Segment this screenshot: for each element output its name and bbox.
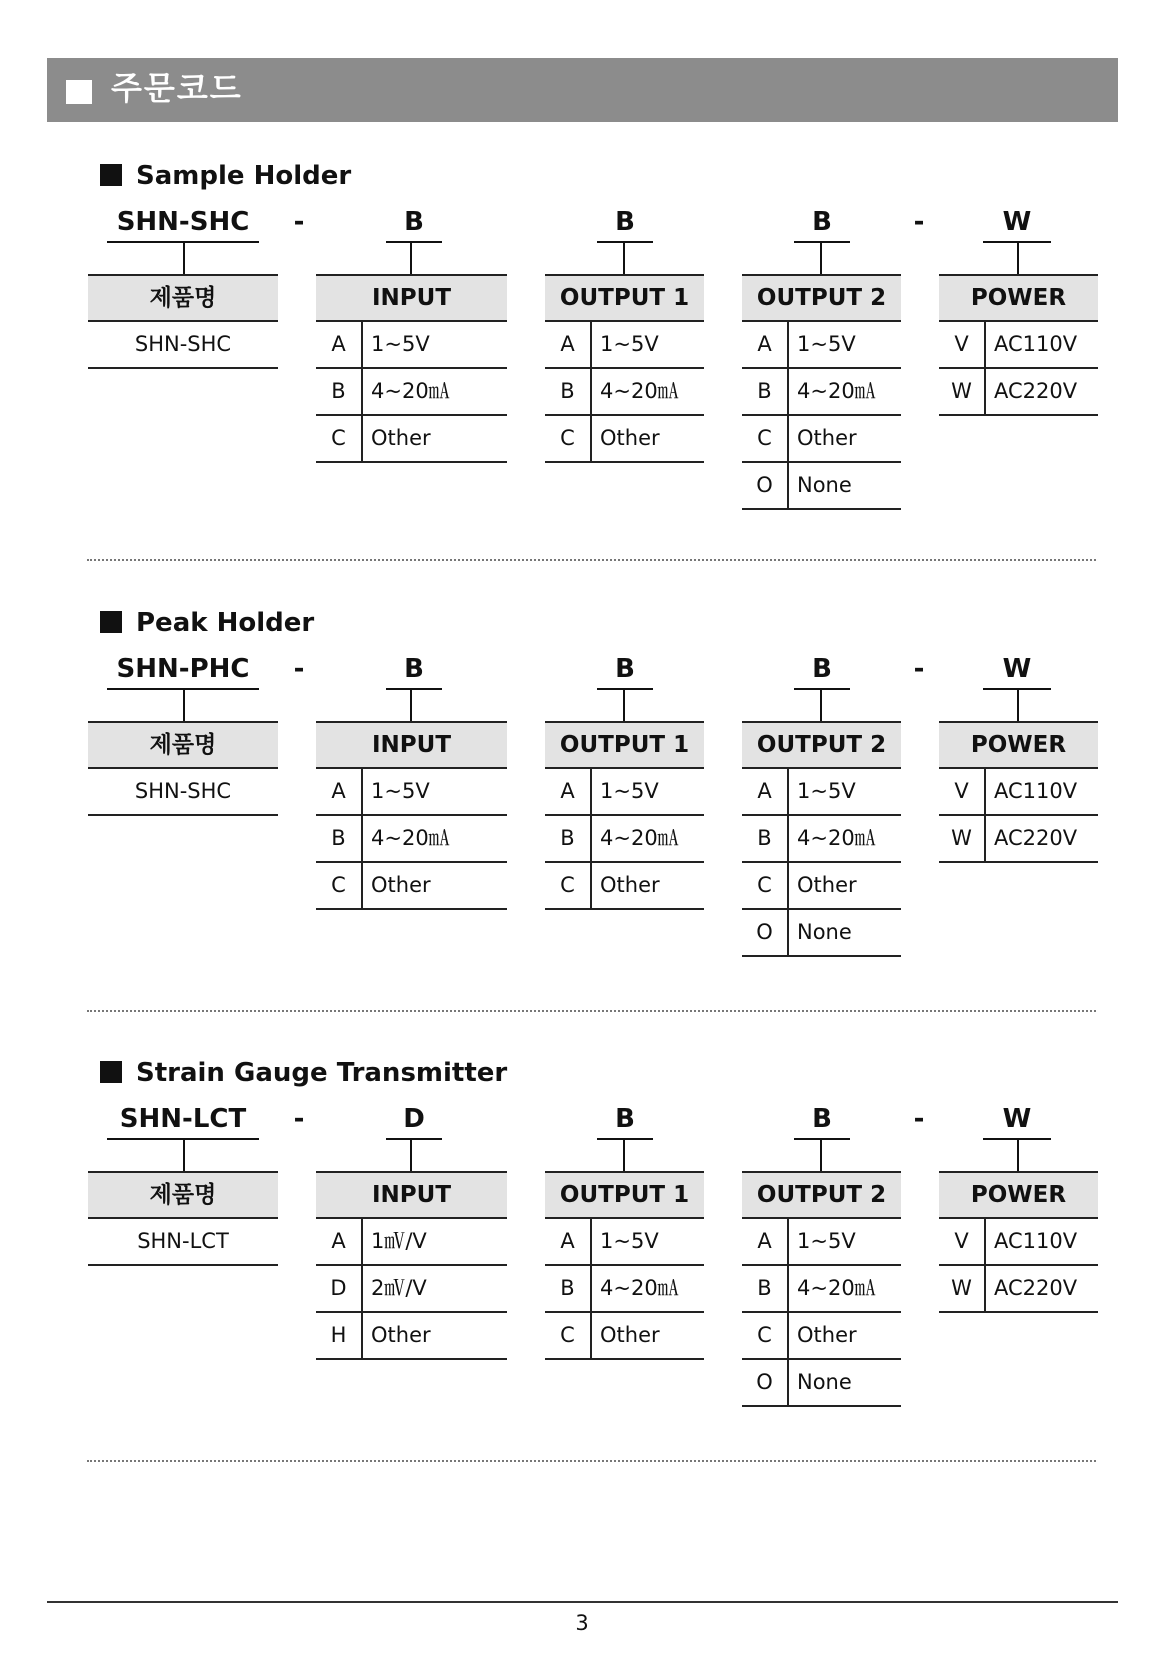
bullet-square-icon — [100, 1061, 122, 1083]
option-value: None — [797, 920, 852, 944]
option-value: Other — [600, 426, 660, 450]
table-row — [316, 322, 507, 369]
option-code: A — [545, 769, 592, 814]
connector-line — [623, 242, 625, 275]
connector-line — [1017, 242, 1019, 275]
option-code: C — [316, 863, 363, 908]
option-code: B — [545, 816, 592, 861]
option-value: AC220V — [994, 379, 1078, 403]
bullet-square-icon — [100, 164, 122, 186]
output2-header: OUTPUT 2 — [742, 274, 901, 322]
output2-header: OUTPUT 2 — [742, 721, 901, 769]
table-row — [742, 863, 901, 910]
option-code: A — [545, 322, 592, 367]
option-value: Other — [371, 1323, 431, 1347]
table-row — [545, 1313, 704, 1360]
code-underline — [386, 688, 442, 690]
option-value: 4~20㎃ — [600, 379, 679, 403]
connector-line — [1017, 1139, 1019, 1172]
table-row — [316, 816, 507, 863]
option-code: D — [316, 1266, 363, 1311]
section-2 — [0, 1055, 1164, 1475]
code-product: SHN-PHC — [116, 654, 250, 684]
option-value: 2㎷/V — [371, 1276, 427, 1300]
input-header: INPUT — [316, 1171, 507, 1219]
option-code: C — [742, 416, 789, 461]
code-output2: B — [812, 1104, 832, 1134]
product-header: 제품명 — [88, 721, 278, 769]
table-row — [742, 1313, 901, 1360]
connector-line — [623, 1139, 625, 1172]
connector-line — [820, 242, 822, 275]
option-code: C — [742, 1313, 789, 1358]
connector-line — [410, 1139, 412, 1172]
option-code: A — [742, 769, 789, 814]
option-value: AC110V — [994, 1229, 1078, 1253]
code-underline — [597, 241, 653, 243]
output1-header: OUTPUT 1 — [545, 721, 704, 769]
option-code: A — [316, 322, 363, 367]
product-table — [88, 1171, 278, 1266]
product-table — [88, 274, 278, 369]
option-code: B — [316, 816, 363, 861]
connector-line — [183, 1139, 185, 1172]
option-code: W — [939, 1266, 986, 1311]
section-title — [100, 1055, 507, 1091]
option-value: 4~20㎃ — [371, 379, 450, 403]
section-divider — [87, 559, 1096, 561]
code-underline — [794, 241, 850, 243]
output2-table — [742, 1171, 901, 1407]
code-underline — [794, 688, 850, 690]
output1-table — [545, 721, 704, 910]
code-output1: B — [615, 1104, 635, 1134]
output1-table — [545, 274, 704, 463]
product-table — [88, 721, 278, 816]
option-value: Other — [371, 873, 431, 897]
section-title-text: Peak Holder — [136, 608, 315, 638]
option-code: A — [545, 1219, 592, 1264]
option-code: O — [742, 463, 789, 508]
option-value: 1~5V — [371, 779, 430, 803]
table-row — [742, 369, 901, 416]
table-row — [316, 1266, 507, 1313]
option-value: Other — [600, 1323, 660, 1347]
option-value: 1~5V — [797, 779, 856, 803]
section-divider — [87, 1460, 1096, 1462]
output2-header: OUTPUT 2 — [742, 1171, 901, 1219]
table-row — [939, 369, 1098, 416]
option-value: 1~5V — [600, 1229, 659, 1253]
option-code: W — [939, 816, 986, 861]
code-underline — [597, 688, 653, 690]
option-value: Other — [797, 873, 857, 897]
input-table — [316, 274, 507, 463]
section-divider — [87, 1010, 1096, 1012]
table-row — [545, 863, 704, 910]
power-header: POWER — [939, 274, 1098, 322]
table-row — [742, 1266, 901, 1313]
product-name-row — [88, 322, 278, 369]
product-name: SHN-LCT — [137, 1229, 229, 1253]
code-output2: B — [812, 654, 832, 684]
output2-table — [742, 721, 901, 957]
option-value: AC220V — [994, 826, 1078, 850]
table-row — [316, 863, 507, 910]
option-code: O — [742, 910, 789, 955]
code-input: B — [404, 207, 424, 237]
table-row — [545, 416, 704, 463]
option-code: B — [742, 1266, 789, 1311]
table-row — [316, 369, 507, 416]
connector-line — [623, 689, 625, 722]
option-code: C — [316, 416, 363, 461]
table-row — [316, 416, 507, 463]
input-header: INPUT — [316, 721, 507, 769]
connector-line — [183, 242, 185, 275]
table-row — [545, 769, 704, 816]
option-code: B — [316, 369, 363, 414]
product-name: SHN-SHC — [134, 779, 232, 803]
code-power: W — [1002, 207, 1032, 237]
option-value: None — [797, 1370, 852, 1394]
option-value: 1~5V — [371, 332, 430, 356]
option-value: AC220V — [994, 1276, 1078, 1300]
product-name-row — [88, 769, 278, 816]
connector-line — [820, 689, 822, 722]
option-value: 4~20㎃ — [797, 379, 876, 403]
table-row — [545, 1266, 704, 1313]
table-row — [939, 1266, 1098, 1313]
table-row — [545, 816, 704, 863]
code-product: SHN-SHC — [116, 207, 250, 237]
output2-table — [742, 274, 901, 510]
page-title: 주문코드 — [111, 69, 243, 107]
option-code: C — [545, 1313, 592, 1358]
table-row — [742, 463, 901, 510]
option-value: 1㎷/V — [371, 1229, 427, 1253]
code-underline — [386, 241, 442, 243]
code-separator: - — [913, 654, 925, 684]
option-value: 4~20㎃ — [600, 826, 679, 850]
table-row — [939, 769, 1098, 816]
option-code: V — [939, 769, 986, 814]
footer-divider — [47, 1601, 1118, 1603]
code-separator: - — [293, 207, 305, 237]
code-output1: B — [615, 207, 635, 237]
option-code: O — [742, 1360, 789, 1405]
option-code: B — [545, 369, 592, 414]
option-code: C — [742, 863, 789, 908]
table-row — [742, 910, 901, 957]
table-row — [939, 816, 1098, 863]
option-code: V — [939, 1219, 986, 1264]
table-row — [545, 322, 704, 369]
code-output1: B — [615, 654, 635, 684]
option-code: C — [545, 416, 592, 461]
connector-line — [410, 242, 412, 275]
code-input: D — [403, 1104, 425, 1134]
option-code: C — [545, 863, 592, 908]
option-value: Other — [797, 426, 857, 450]
code-separator: - — [913, 207, 925, 237]
output1-header: OUTPUT 1 — [545, 1171, 704, 1219]
power-table — [939, 721, 1098, 863]
table-row — [939, 322, 1098, 369]
table-row — [742, 322, 901, 369]
output1-table — [545, 1171, 704, 1360]
table-row — [742, 1219, 901, 1266]
option-code: A — [316, 1219, 363, 1264]
code-underline — [597, 1138, 653, 1140]
connector-line — [820, 1139, 822, 1172]
input-table — [316, 1171, 507, 1360]
code-power: W — [1002, 1104, 1032, 1134]
code-power: W — [1002, 654, 1032, 684]
input-table — [316, 721, 507, 910]
code-underline — [794, 1138, 850, 1140]
code-product: SHN-LCT — [119, 1104, 247, 1134]
section-title-text: Sample Holder — [136, 161, 352, 191]
section-title — [100, 158, 351, 194]
section-title — [100, 605, 314, 641]
table-row — [939, 1219, 1098, 1266]
option-value: AC110V — [994, 779, 1078, 803]
option-code: A — [742, 1219, 789, 1264]
table-row — [742, 816, 901, 863]
option-value: None — [797, 473, 852, 497]
option-code: B — [742, 369, 789, 414]
product-header: 제품명 — [88, 1171, 278, 1219]
code-input: B — [404, 654, 424, 684]
option-value: 4~20㎃ — [797, 1276, 876, 1300]
option-code: A — [316, 769, 363, 814]
option-code: V — [939, 322, 986, 367]
connector-line — [1017, 689, 1019, 722]
code-underline — [386, 1138, 442, 1140]
power-table — [939, 274, 1098, 416]
code-separator: - — [913, 1104, 925, 1134]
table-row — [742, 769, 901, 816]
option-code: W — [939, 369, 986, 414]
section-1 — [0, 605, 1164, 1025]
option-value: 4~20㎃ — [371, 826, 450, 850]
option-value: 1~5V — [797, 332, 856, 356]
power-header: POWER — [939, 721, 1098, 769]
option-code: H — [316, 1313, 363, 1358]
connector-line — [410, 689, 412, 722]
option-value: 1~5V — [797, 1229, 856, 1253]
header-square-icon — [66, 80, 92, 104]
product-header: 제품명 — [88, 274, 278, 322]
option-value: 4~20㎃ — [797, 826, 876, 850]
table-row — [742, 1360, 901, 1407]
bullet-square-icon — [100, 611, 122, 633]
power-header: POWER — [939, 1171, 1098, 1219]
option-value: Other — [371, 426, 431, 450]
table-row — [545, 1219, 704, 1266]
table-row — [545, 369, 704, 416]
code-output2: B — [812, 207, 832, 237]
page-header — [47, 58, 1118, 122]
table-row — [742, 416, 901, 463]
option-value: 1~5V — [600, 779, 659, 803]
option-value: 1~5V — [600, 332, 659, 356]
option-value: Other — [797, 1323, 857, 1347]
option-code: A — [742, 322, 789, 367]
table-row — [316, 769, 507, 816]
code-separator: - — [293, 1104, 305, 1134]
option-value: Other — [600, 873, 660, 897]
option-code: B — [545, 1266, 592, 1311]
section-0 — [0, 158, 1164, 578]
connector-line — [183, 689, 185, 722]
product-name: SHN-SHC — [134, 332, 232, 356]
page-number: 3 — [575, 1611, 589, 1635]
table-row — [316, 1219, 507, 1266]
input-header: INPUT — [316, 274, 507, 322]
option-value: AC110V — [994, 332, 1078, 356]
option-code: B — [742, 816, 789, 861]
table-row — [316, 1313, 507, 1360]
product-name-row — [88, 1219, 278, 1266]
code-separator: - — [293, 654, 305, 684]
option-value: 4~20㎃ — [600, 1276, 679, 1300]
power-table — [939, 1171, 1098, 1313]
section-title-text: Strain Gauge Transmitter — [136, 1058, 508, 1088]
output1-header: OUTPUT 1 — [545, 274, 704, 322]
